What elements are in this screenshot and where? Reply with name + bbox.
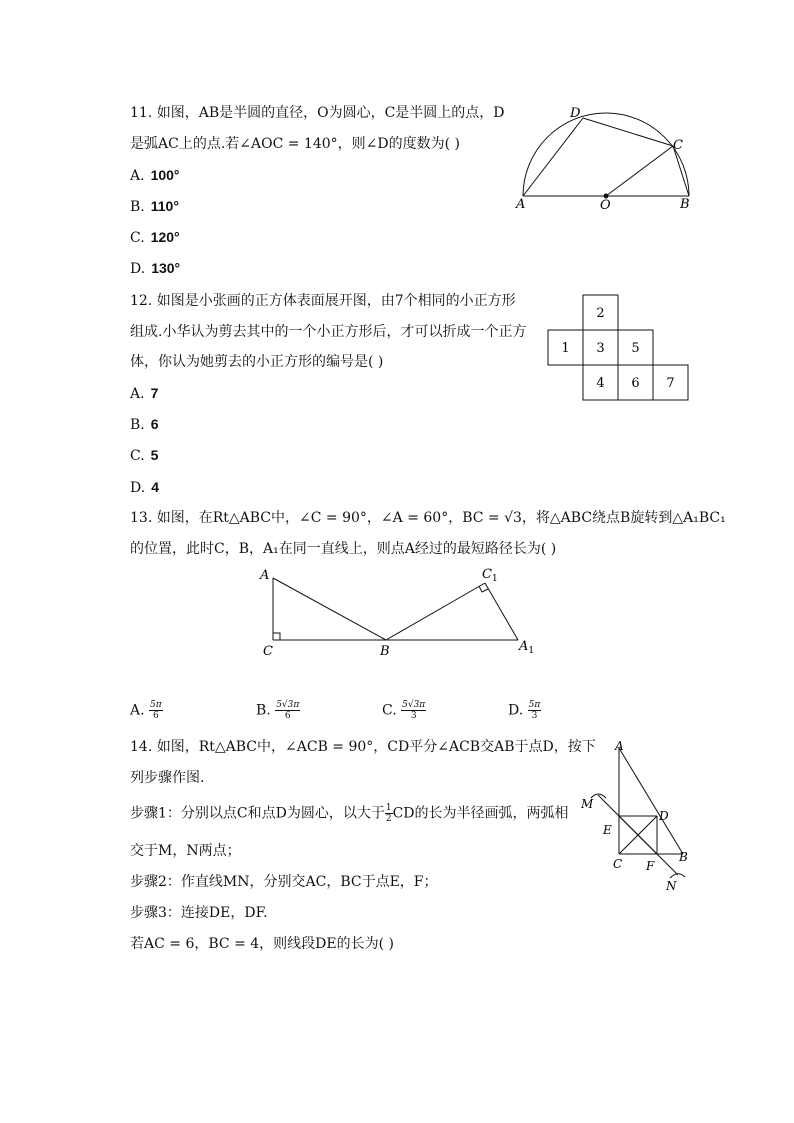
q12-cell-6: 6 [631,376,640,391]
q14-label-a: A [615,739,624,753]
q11-label-d: D [570,106,581,121]
q12-cell-4: 4 [596,376,605,391]
q14-label-n: N [666,879,677,893]
q13-line2: 的位置，此时C，B，A₁在同一直线上，则点A经过的最短路径长为( ) [130,541,557,557]
q14-question: 若AC = 6，BC = 4，则线段DE的长为( ) [130,936,394,952]
q14-line2: 列步骤作图. [130,770,205,786]
q14-label-b: B [679,850,688,864]
q13-option-b: B. $\frac{5√3\pi}{6}$ [256,700,300,721]
q13-label-a1: $A_1$ [519,639,535,656]
q11-label-b: B [680,197,690,212]
q11-label-o: O [600,198,611,213]
q14-label-f: F [646,859,655,873]
q12-cell-5: 5 [631,341,640,356]
q14-step2: 步骤2：作直线MN，分别交AC，BC于点E，F； [130,874,438,890]
q12-cube-net-figure [545,292,695,402]
q13-label-c1: $C_1$ [482,567,498,584]
q14-step1-cont: 交于M，N两点； [130,843,241,859]
q12-cell-1: 1 [561,341,570,356]
q11-option-b: B. 110° [130,198,179,215]
q13-option-a: A. $\frac{5\pi}{6}$ [130,700,162,721]
q11-option-a: A. 100° [130,167,180,184]
q12-option-d: D. 4 [130,479,159,496]
q13-option-c: C. $\frac{5√3\pi}{3}$ [382,700,426,721]
q14-label-d: D [659,809,669,823]
q12-cell-7: 7 [666,376,675,391]
q12-option-b: B. 6 [130,416,159,433]
q13-line1: 13. 如图，在Rt△ABC中，∠C = 90°，∠A = 60°，BC = √3，将△ABC绕点B旋转到△A₁BC₁ [130,510,726,526]
q14-construction-figure [575,738,705,898]
q11-line2: 是弧AC上的点.若∠AOC = 140°，则∠D的度数为( ) [130,136,460,152]
q11-line1: 11. 如图，AB是半圆的直径，O为圆心，C是半圆上的点，D [130,105,505,121]
q13-option-d: D. $\frac{5\pi}{3}$ [508,700,541,721]
q12-option-a: A. 7 [130,385,159,402]
q14-step3: 步骤3：连接DE，DF. [130,905,268,921]
q12-line2: 组成.小华认为剪去其中的一个小正方形后，才可以折成一个正方 [130,324,527,340]
q12-line1: 12. 如图是小张画的正方体表面展开图，由7个相同的小正方形 [130,293,516,309]
q14-label-c: C [613,857,623,871]
q13-label-a: A [260,568,270,583]
q14-label-e: E [603,823,612,837]
q12-cell-2: 2 [596,306,605,321]
q14-step1: 步骤1：分别以点C和点D为圆心，以大于 $\frac{1}{2}$ CD的长为半径画弧，两弧相 [130,803,569,824]
q11-semicircle-figure [510,100,700,215]
q12-cell-3: 3 [596,341,605,356]
q11-option-c: C. 120° [130,229,180,246]
q11-option-d: D. 130° [130,260,181,277]
q11-label-a: A [516,197,526,212]
q12-line3: 体，你认为她剪去的小正方形的编号是( ) [130,354,384,370]
q13-triangle-figure [255,562,545,662]
q13-label-c: C [263,644,273,659]
q11-label-c: C [673,138,683,153]
q12-option-c: C. 5 [130,447,159,464]
q14-label-m: M [581,797,594,811]
q14-line1: 14. 如图，Rt△ABC中，∠ACB = 90°，CD平分∠ACB交AB于点D，按下 [130,739,596,755]
q13-label-b: B [380,644,390,659]
